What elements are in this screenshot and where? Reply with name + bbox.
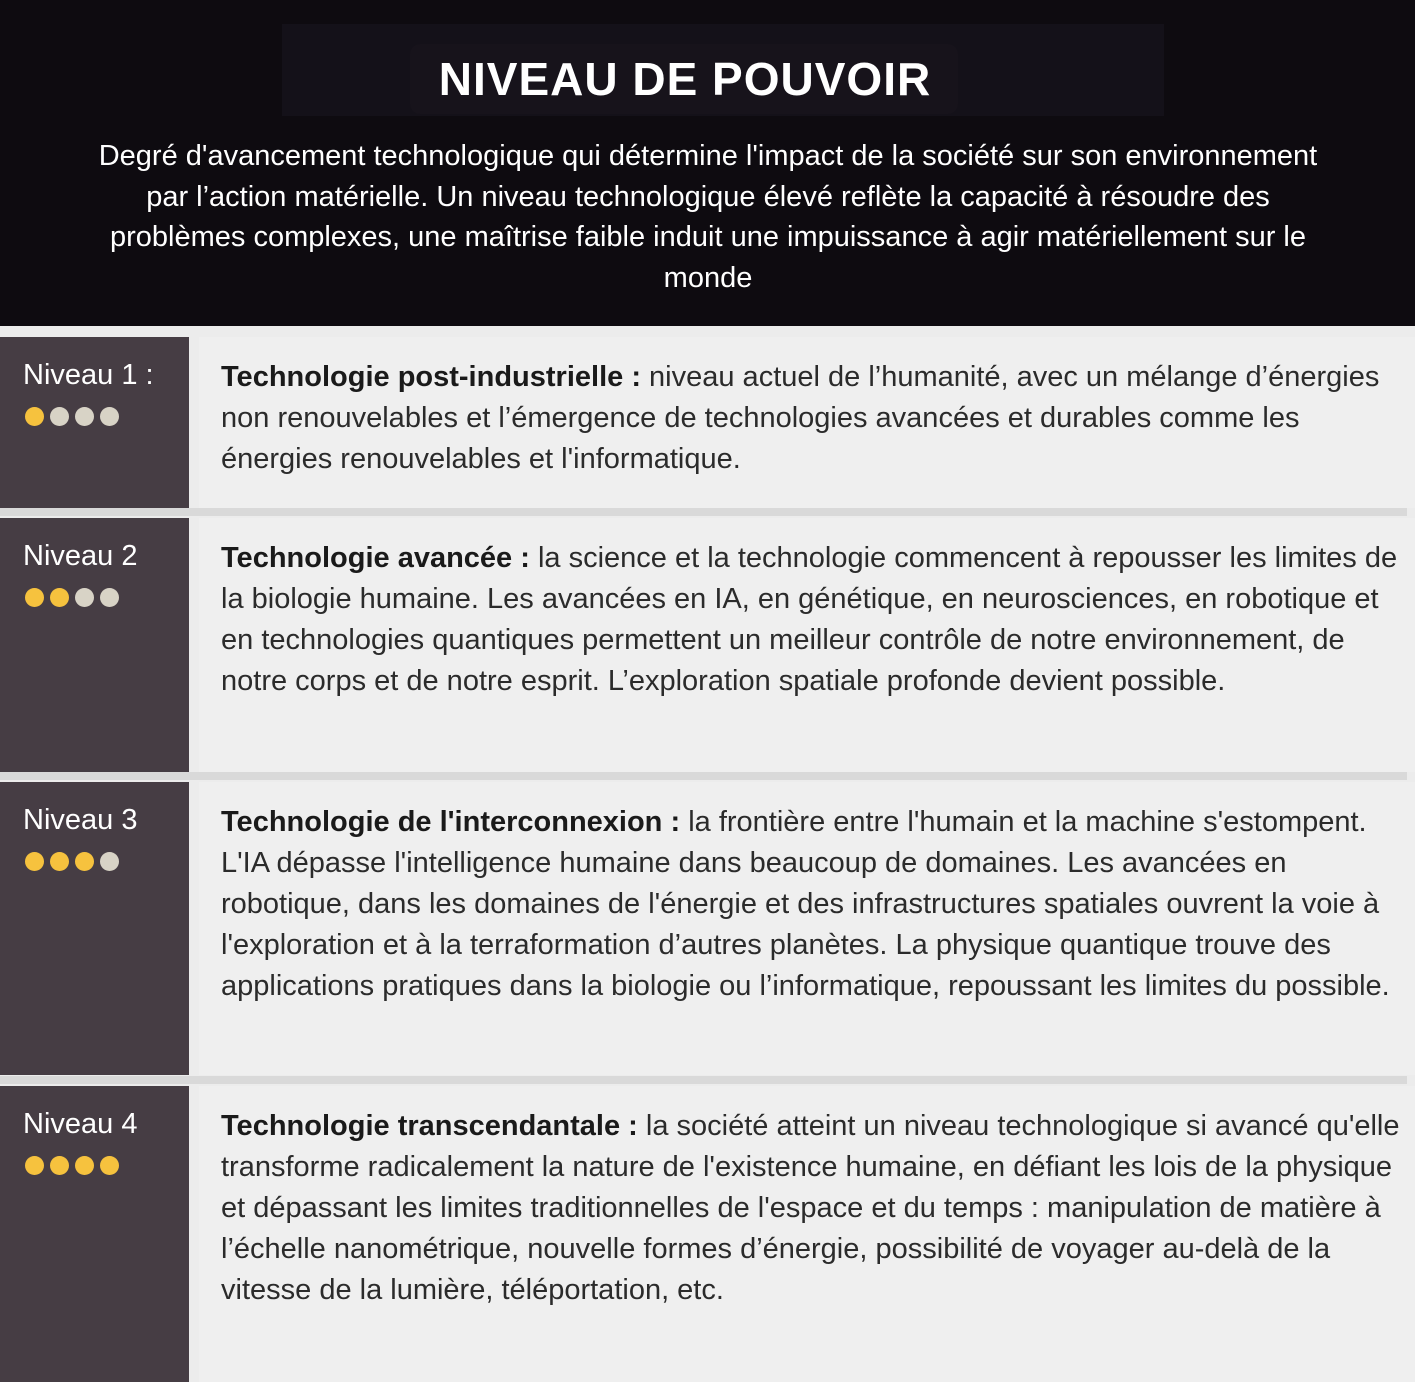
row-separator [0, 772, 1407, 780]
level-heading: Technologie avancée : [221, 542, 530, 574]
rating-dot [75, 852, 94, 871]
rating-dot [50, 407, 69, 426]
rating-dot [25, 588, 44, 607]
level-label-cell [0, 337, 189, 508]
level-label: Niveau 2 [23, 540, 138, 572]
level-row-4 [0, 1086, 1415, 1382]
level-description [221, 802, 1401, 1007]
rating-dot [100, 852, 119, 871]
page-title: NIVEAU DE POUVOIR [438, 53, 932, 105]
cell-gap [189, 337, 199, 508]
level-body: la science et la technologie commencent à repousser les limites de la biologie humaine. Les avancées en IA, en génétique, en neurosciences, en robotique et en technologies quantiques permettent un meilleur contrôle de notre environnement, de notre corps et de notre esprit. L’exploration spatiale profonde devient possible. [221, 542, 1398, 697]
level-description [221, 1106, 1401, 1311]
level-label-cell [0, 518, 189, 772]
rating-dot [25, 1156, 44, 1175]
cell-gap [189, 518, 199, 772]
level-description [221, 357, 1401, 480]
rating-dot [75, 588, 94, 607]
row-separator [0, 508, 1407, 516]
level-heading: Technologie de l'interconnexion : [221, 806, 681, 838]
level-body: la frontière entre l'humain et la machine s'estompent. L'IA dépasse l'intelligence humaine dans beaucoup de domaines. Les avancées en robotique, dans les domaines de l'énergie et des infrastructures spatiales ouvrent la voie à l'exploration et à la terraformation d’autres planètes. La physique quantique trouve des applications pratiques dans la biologie ou l’informatique, repoussant les limites du possible. [221, 806, 1390, 1002]
rating-dot [100, 1156, 119, 1175]
rating-dot [100, 588, 119, 607]
level-heading: Technologie post-industrielle : [221, 361, 641, 393]
rating-dot [75, 407, 94, 426]
rating-dots [25, 588, 125, 608]
rating-dot [25, 407, 44, 426]
level-row-1 [0, 337, 1415, 508]
rating-dot [100, 407, 119, 426]
cell-gap [189, 782, 199, 1075]
level-body: niveau actuel de l’humanité, avec un mélange d’énergies non renouvelables et l’émergence de technologies avancées et durables comme les énergies renouvelables et l'informatique. [221, 361, 1380, 475]
level-body: la société atteint un niveau technologique si avancé qu'elle transforme radicalement la nature de l'existence humaine, en défiant les lois de la physique et dépassant les limites traditionnelles de l'espace et du temps : manipulation de matière à l’échelle nanométrique, nouvelle formes d’énergie, possibilité de voyager au-delà de la vitesse de la lumière, téléportation, etc. [221, 1110, 1400, 1306]
row-separator [0, 1076, 1407, 1084]
header [0, 0, 1415, 326]
rating-dots [25, 407, 125, 427]
page-description: Degré d'avancement technologique qui détermine l'impact de la société sur son environnement par l’action matérielle. Un niveau technologique élevé reflète la capacité à résoudre des problèmes complexes, une maîtrise faible induit une impuissance à agir matériellement sur le monde [98, 140, 1318, 294]
rating-dots [25, 852, 125, 872]
rating-dot [50, 588, 69, 607]
level-label: Niveau 3 [23, 804, 138, 836]
cell-gap [189, 1086, 199, 1382]
level-row-3 [0, 782, 1415, 1075]
level-label: Niveau 1 : [23, 359, 154, 391]
level-row-2 [0, 518, 1415, 772]
level-heading: Technologie transcendantale : [221, 1110, 638, 1142]
level-description [221, 538, 1401, 702]
rating-dots [25, 1156, 125, 1176]
rating-dot [50, 1156, 69, 1175]
level-label-cell [0, 1086, 189, 1382]
rating-dot [50, 852, 69, 871]
rating-dot [25, 852, 44, 871]
level-label: Niveau 4 [23, 1108, 138, 1140]
rating-dot [75, 1156, 94, 1175]
level-label-cell [0, 782, 189, 1075]
